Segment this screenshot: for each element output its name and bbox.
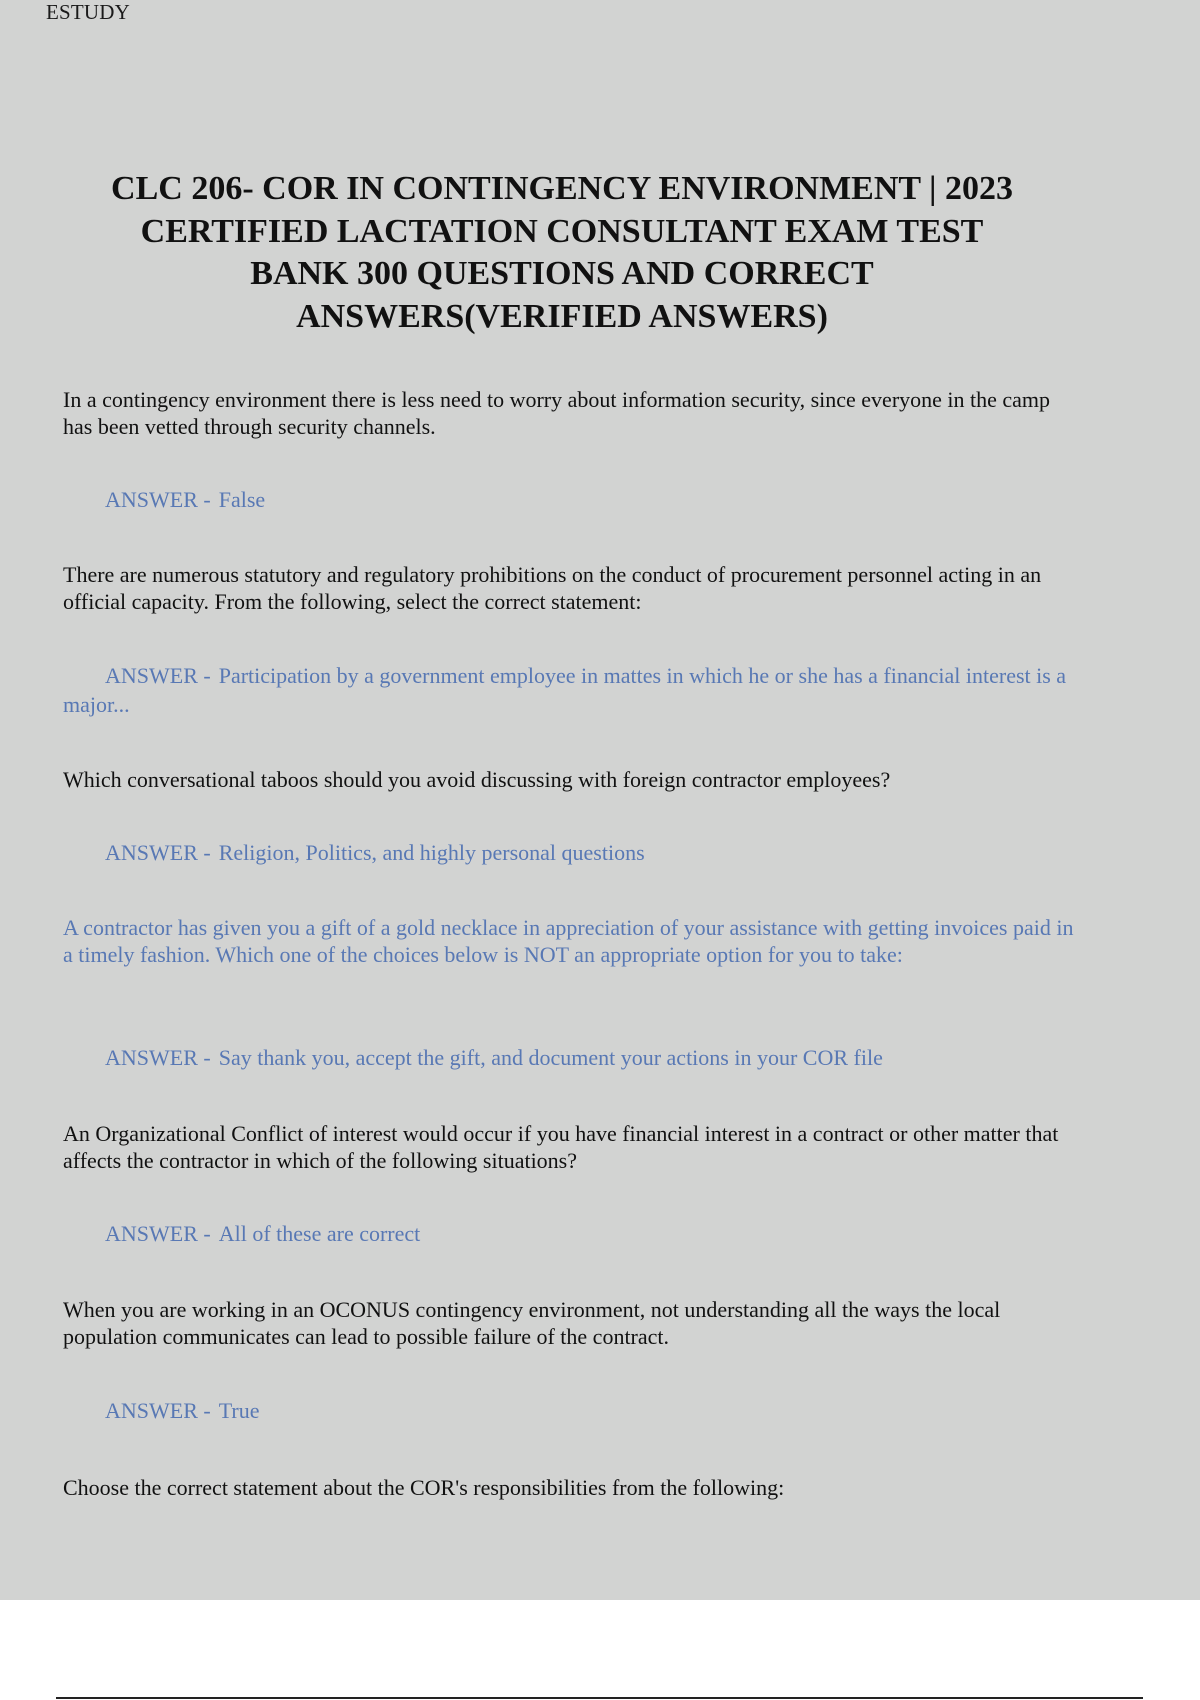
title-line: BANK 300 QUESTIONS AND CORRECT (250, 255, 874, 292)
answer-value: Say thank you, accept the gift, and document your actions in your COR file (218, 1045, 883, 1070)
answer-value: True (218, 1398, 260, 1423)
answer-text (63, 1043, 1083, 1072)
answer-value: False (218, 487, 266, 512)
question-text: Choose the correct statement about the COR's responsibilities from the following: (63, 1475, 785, 1500)
answer-text (63, 661, 1083, 719)
answer-prefix: ANSWER - (105, 1045, 211, 1070)
question-text: An Organizational Conflict of interest would occur if you have financial interest in a contract or other matter that affects the contractor in which of the following situations? (63, 1121, 1059, 1173)
question-text: In a contingency environment there is less need to worry about information security, since everyone in the camp has been vetted through security channels. (63, 387, 1051, 439)
answer-text (63, 1396, 1083, 1425)
question-text: When you are working in an OCONUS contingency environment, not understanding all the ways the local population communicates can lead to possible failure of the contract. (63, 1297, 1001, 1349)
answer-prefix: ANSWER - (105, 487, 211, 512)
title-line: ANSWERS(VERIFIED ANSWERS) (296, 297, 828, 335)
answer-text (63, 485, 1083, 514)
answer-prefix: ANSWER - (105, 1398, 211, 1423)
answer-text (63, 1219, 1083, 1248)
answer-text (63, 838, 1083, 867)
footer-rule (56, 1697, 1143, 1699)
question-text: Which conversational taboos should you avoid discussing with foreign contractor employees? (63, 767, 891, 792)
title-line: CERTIFIED LACTATION CONSULTANT EXAM TEST (140, 212, 984, 250)
answer-prefix: ANSWER - (105, 663, 211, 688)
answer-prefix: ANSWER - (105, 840, 211, 865)
document-title (60, 168, 1064, 338)
watermark-text: ESTUDY (46, 0, 131, 24)
answer-prefix: ANSWER - (105, 1221, 211, 1246)
question-text: There are numerous statutory and regulatory prohibitions on the conduct of procurement personnel acting in an official capacity. From the following, select the correct statement: (63, 562, 1042, 614)
answer-value: Religion, Politics, and highly personal questions (218, 840, 645, 865)
answer-value: All of these are correct (218, 1221, 421, 1246)
title-line: CLC 206- COR IN CONTINGENCY ENVIRONMENT | 2023 (111, 170, 1013, 207)
answer-value: Participation by a government employee in mattes in which he or she has a financial interest is a major... (63, 663, 1067, 717)
question-text: A contractor has given you a gift of a gold necklace in appreciation of your assistance with getting invoices paid in a timely fashion. Which one of the choices below is NOT an appropriate option for you to take: (63, 915, 1074, 967)
